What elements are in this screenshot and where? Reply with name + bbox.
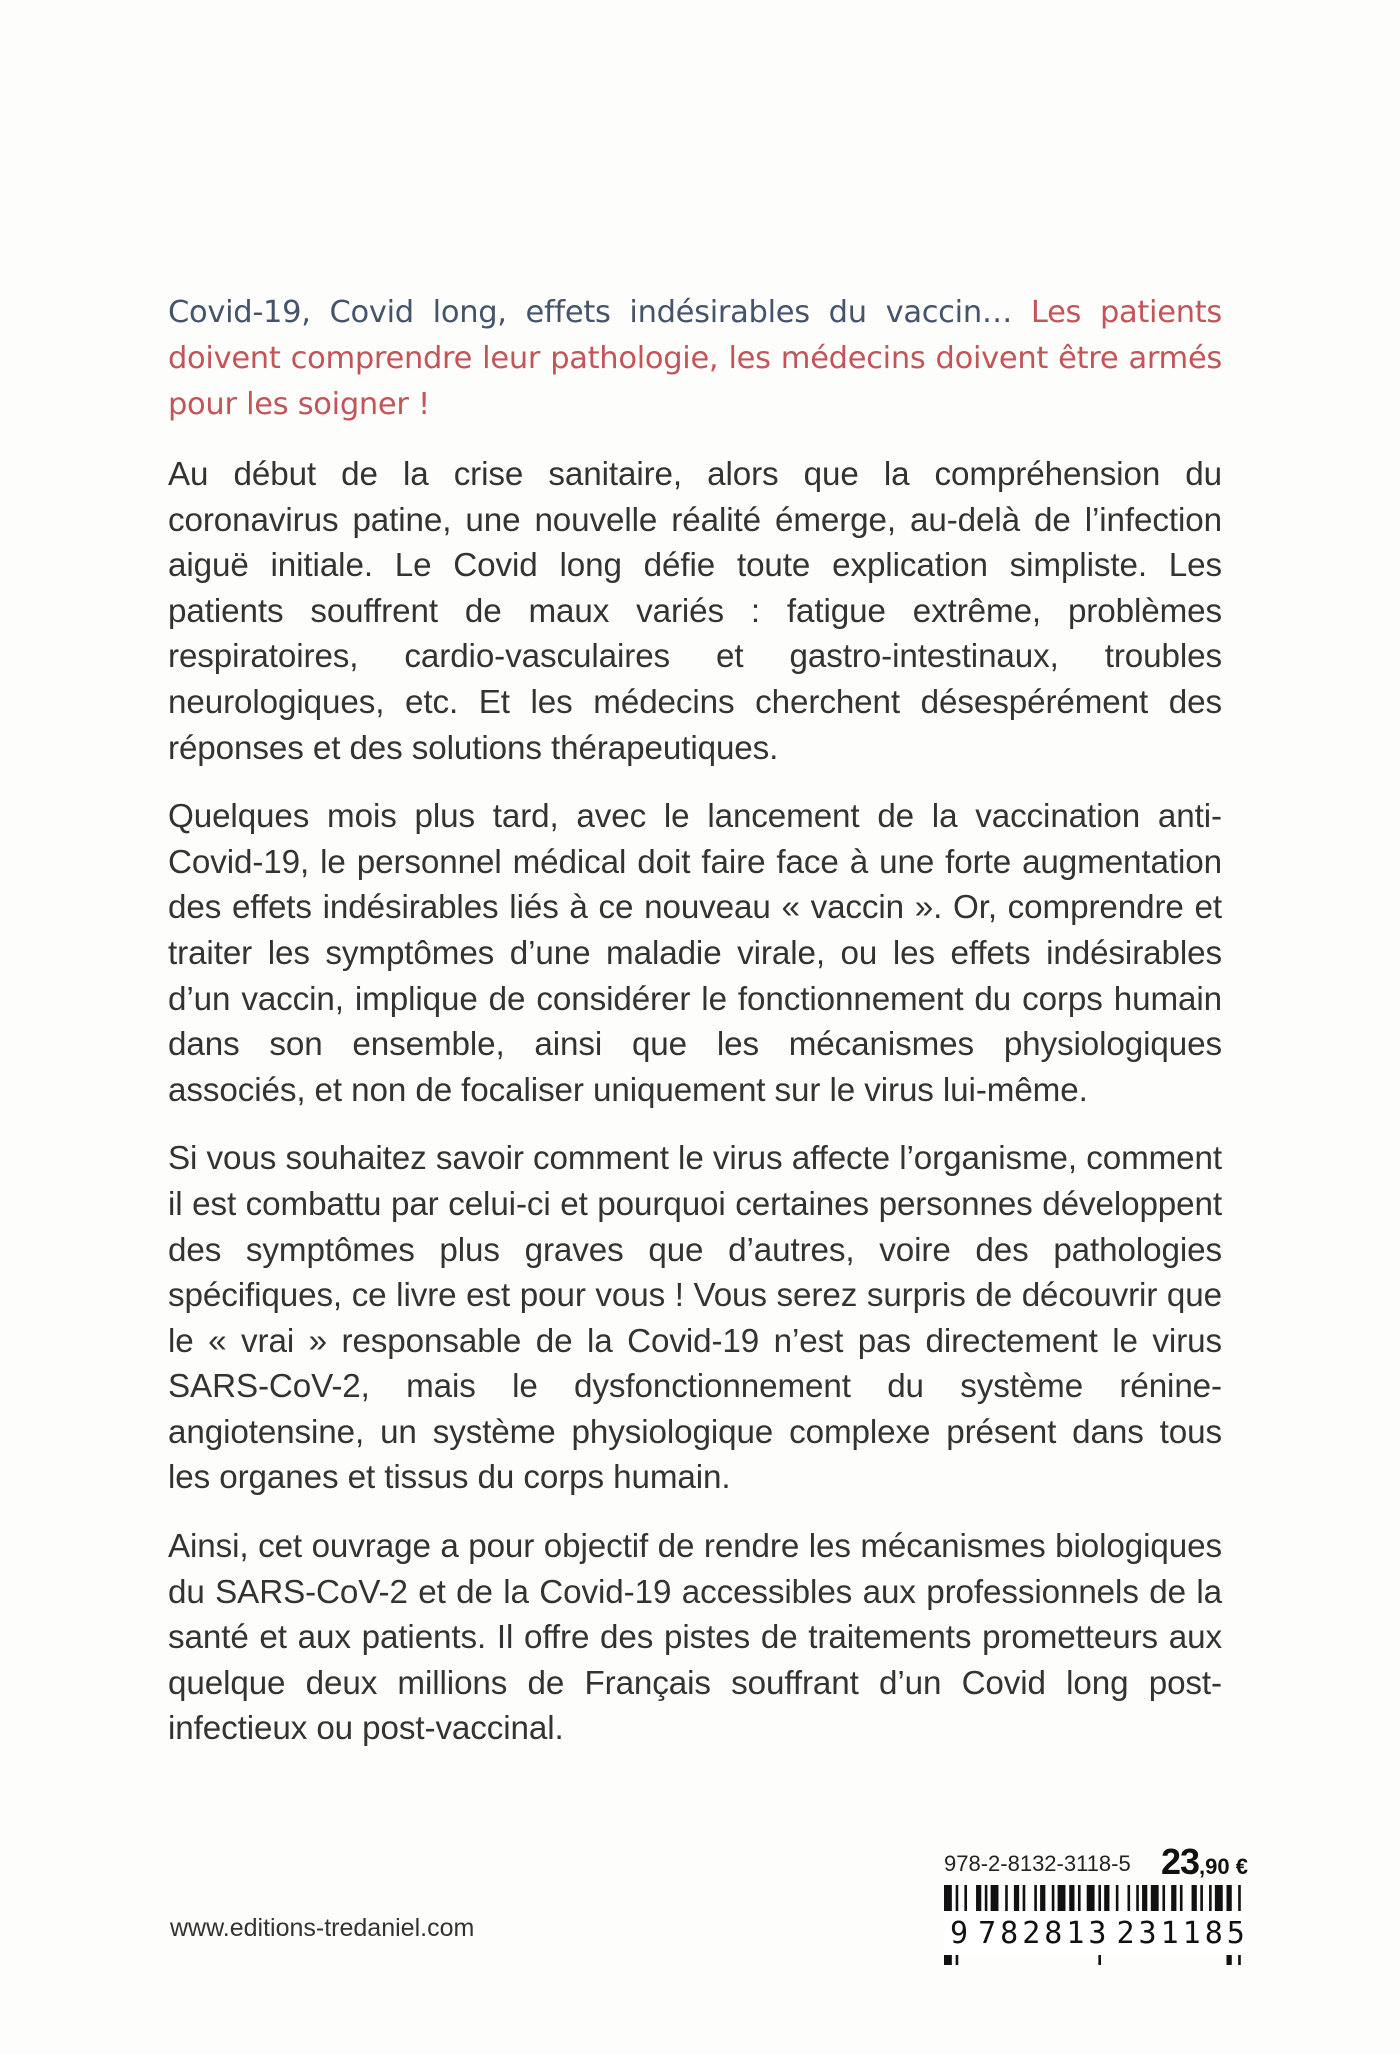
barcode-bar: [1192, 1885, 1197, 1913]
barcode-digit: 9: [950, 1915, 973, 1951]
barcode-digits: [944, 1911, 1249, 1955]
barcode-bar: [1142, 1885, 1147, 1913]
barcode-bar: [1078, 1885, 1081, 1913]
barcode-bar: [985, 1885, 988, 1913]
barcode-bar: [1180, 1885, 1183, 1913]
barcode-digit: 2: [1116, 1915, 1139, 1951]
body-paragraph-4: Ainsi, cet ouvrage a pour objectif de rendre les mécanismes biologiques du SARS-CoV-2 et de la Covid-19 accessibles aux professionnels de la santé et aux patients. Il offre des pistes de traitements prometteurs aux quelque deux millions de Français souffrant d’un Covid long post-infectieux ou post-vaccinal.: [168, 1528, 1222, 1748]
body-paragraph-1: Au début de la crise sanitaire, alors que la compréhension du coronavirus patine, une nouvelle réalité émerge, au-delà de l’infection aiguë initiale. Le Covid long défie toute explication simpliste. Les patients souffrent de maux variés : fatigue extrême, problèmes respiratoires, cardio-vasculaires et gastro-intestinaux, troubles neurologiques, etc. Et les médecins cherchent désespérément des réponses et des solutions thérapeutiques.: [168, 456, 1222, 767]
barcode-bar: [1040, 1885, 1045, 1913]
barcode-bar: [1128, 1885, 1131, 1913]
barcode-bar: [1136, 1885, 1139, 1913]
barcode-digit: 1: [1160, 1915, 1183, 1951]
isbn-number: 978-2-8132-3118-5: [944, 1851, 1131, 1876]
barcode-digit: 8: [1000, 1915, 1023, 1951]
barcode-bar: [1014, 1885, 1019, 1913]
barcode-bar: [1034, 1885, 1037, 1913]
barcode-digit: 1: [1182, 1915, 1205, 1951]
cover-text-block: [168, 290, 1222, 1775]
barcode-bar: [1116, 1885, 1119, 1913]
barcode-bar: [1151, 1885, 1159, 1913]
barcode-bar: [1215, 1885, 1223, 1913]
isbn-price-line: [944, 1841, 1248, 1883]
barcode-digit: 1: [1066, 1915, 1089, 1951]
barcode-bar: [1052, 1885, 1055, 1913]
barcode-digit: 3: [1088, 1915, 1111, 1951]
lead-dark-text: Covid-19, Covid long, effets indésirables du vaccin…: [168, 295, 1013, 330]
barcode-digit: 5: [1226, 1915, 1249, 1951]
barcode-bar: [1171, 1885, 1176, 1913]
barcode-bar: [1069, 1885, 1074, 1913]
barcode-bar: [1200, 1885, 1203, 1913]
barcode-bar: [1005, 1885, 1008, 1913]
lead-paragraph: [168, 290, 1222, 428]
barcode-bar: [964, 1885, 967, 1913]
barcode-bar: [1162, 1885, 1165, 1913]
barcode-digit: 2: [1022, 1915, 1045, 1951]
lead-red-text: Les patients doivent comprendre leur pathologie, les médecins doivent être armés pour les soigner !: [168, 295, 1222, 422]
price-label: [1161, 1841, 1248, 1883]
barcode-digit: 7: [978, 1915, 1001, 1951]
price-cents: ,90 €: [1199, 1854, 1248, 1879]
barcode-bar: [976, 1885, 981, 1913]
barcode-bar: [1209, 1885, 1212, 1913]
barcode-digit: 8: [1204, 1915, 1227, 1951]
barcode-digit: 3: [1138, 1915, 1161, 1951]
barcode-bar: [1104, 1885, 1109, 1913]
price-main: 23: [1161, 1841, 1200, 1882]
body-paragraph-2: Quelques mois plus tard, avec le lancement de la vaccination anti-Covid-19, le personnel médical doit faire face à une forte augmentation des effets indésirables liés à ce nouveau « vaccin ». Or, comprendre et traiter les symptômes d’une maladie virale, ou les effets indésirables d’un vaccin, implique de considérer le fonctionnement du corps humain dans son ensemble, ainsi que les mécanismes physiologiques associés, et non de focaliser uniquement sur le virus lui-même.: [168, 798, 1222, 1109]
barcode-bar: [991, 1885, 999, 1913]
body-paragraph-3: Si vous souhaitez savoir comment le virus affecte l’organisme, comment il est combattu par celui-ci et pourquoi certaines personnes développent des symptômes plus graves que d’autres, voire des pathologies spécifiques, ce livre est pour vous ! Vous serez surpris de découvrir que le « vrai » responsable de la Covid-19 n’est pas directement le virus SARS-CoV-2, mais le dysfonctionnement du système rénine-angiotensine, un système physiologique complexe présent dans tous les organes et tissus du corps humain.: [168, 1140, 1222, 1497]
publisher-website: www.editions-tredaniel.com: [170, 1914, 475, 1942]
barcode-bar: [1087, 1885, 1095, 1913]
barcode-bar: [1058, 1885, 1066, 1913]
barcode-digit: 8: [1044, 1915, 1067, 1951]
barcode-bar: [1023, 1885, 1026, 1913]
